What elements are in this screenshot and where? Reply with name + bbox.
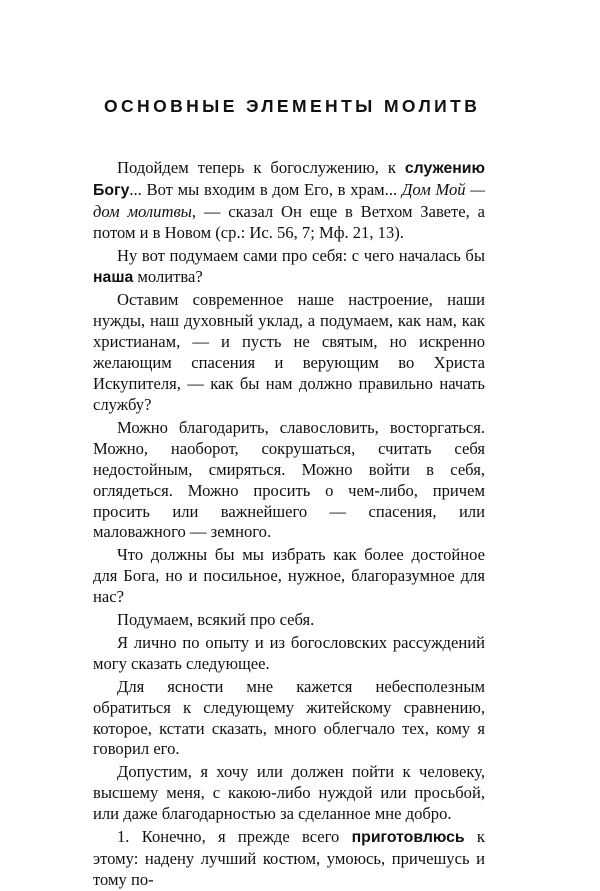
- paragraph-2-text-a: Ну вот подумаем сами про себя: с чего началась бы: [117, 245, 485, 265]
- chapter-heading: ОСНОВНЫЕ ЭЛЕМЕНТЫ МОЛИТВ: [104, 96, 481, 116]
- paragraph-2-text-c: молитва?: [133, 266, 203, 286]
- paragraph-2: [93, 246, 485, 289]
- paragraph-10-text-c: к этому: надену лучший костюм, умоюсь, причешусь и тому по-: [93, 827, 485, 889]
- emphasis-our: наша: [93, 268, 134, 286]
- paragraph-1-text-c: ... Вот мы входим в дом Его, в храм...: [129, 179, 402, 199]
- emphasis-service-to-god: служению Богу: [93, 160, 485, 199]
- paragraph-5: Что должны бы мы избрать как более достойное для Бога, но и посильное, нужное, благоразумное для нас?: [93, 545, 485, 607]
- paragraph-7: Я лично по опыту и из богословских рассуждений могу сказать следующее.: [93, 632, 485, 673]
- paragraph-1: [93, 158, 485, 244]
- paragraph-9: Допустим, я хочу или должен пойти к человеку, высшему меня, с какою-либо нуждой или просьбой, или даже благодарностью за сделанное мне добро.: [93, 762, 485, 824]
- paragraph-6: Подумаем, всякий про себя.: [117, 610, 315, 630]
- paragraph-4: Можно благодарить, славословить, восторгаться. Можно, наоборот, сокрушаться, считать себя недостойным, смиряться. Можно войти в себя, оглядеться. Можно просить о чем-либо, причем просить или важнейшего — спасения, или маловажного — земного.: [93, 417, 485, 542]
- emphasis-prepare: приготовлюсь: [351, 829, 465, 847]
- paragraph-1-text-a: Подойдем теперь к богослужению, к: [117, 158, 405, 177]
- paragraph-1-text-e: , — сказал Он еще в Ветхом Завете, а потом и в Новом (ср.: Ис. 56, 7; Мф. 21, 13).: [93, 201, 485, 242]
- paragraph-3: Оставим современное наше настроение, наши нужды, наш духовный уклад, а подумаем, как нам, как христианам, — и пусть не святым, но искренно желающим спасения и верующим во Христа Искупителя, — как бы нам должно правильно начать службу?: [93, 290, 485, 414]
- paragraph-8: Для ясности мне кажется небесполезным обратиться к следующему житейскому сравнению, которое, кстати сказать, много облегчало тех, кому я говорил его.: [93, 676, 485, 759]
- paragraph-10-text-a: 1. Конечно, я прежде всего: [117, 827, 352, 847]
- paragraph-10: [93, 827, 485, 891]
- body-text: [93, 158, 485, 891]
- scripture-quote: Дом Мой — дом молитвы: [93, 179, 486, 221]
